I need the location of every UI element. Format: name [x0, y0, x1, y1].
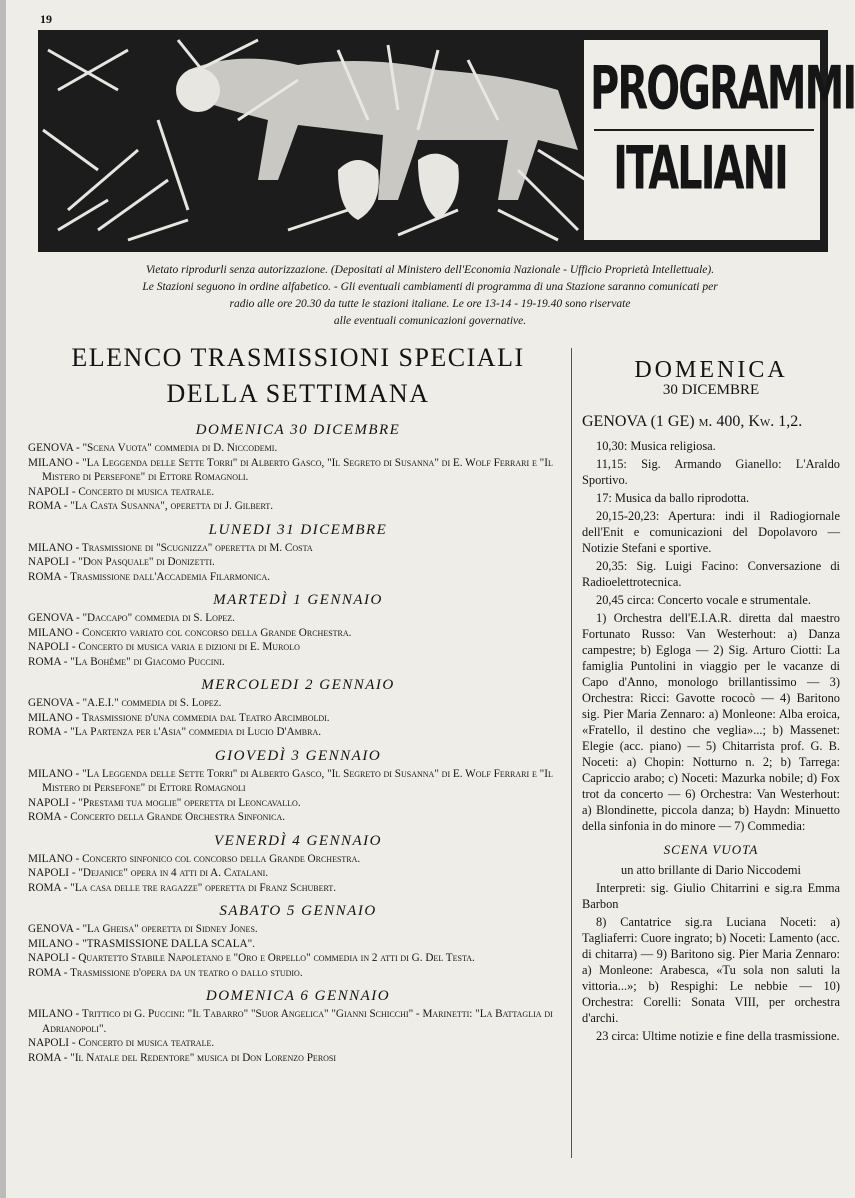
broadcast-entry: MILANO - "TRASMISSIONE DALLA SCALA". — [28, 937, 255, 950]
notice-line: Vietato riprodurli senza autorizzazione. (Depositati al Ministero dell'Economia Nazionale - Ufficio Proprietà Intellettuale). — [145, 264, 715, 276]
special-broadcasts-column — [28, 340, 568, 1071]
page-number: 19 — [40, 12, 52, 26]
broadcast-entry: NAPOLI - "Dejanice" opera in 4 atti di A. Catalani. — [28, 867, 269, 879]
broadcast-entry: ROMA - "La Casta Susanna", operetta di J. Gilbert. — [28, 500, 274, 512]
broadcast-entry: ROMA - "La Bohême" di Giacomo Puccini. — [28, 655, 225, 668]
station-heading: GENOVA (1 GE) m. 400, Kw. 1,2. — [582, 413, 803, 430]
day-block — [28, 592, 568, 669]
broadcast-entry: MILANO - Trasmissione di "Scugnizza" operetta di M. Costa — [28, 541, 313, 554]
program-item: 17: Musica da ballo riprodotta. — [596, 491, 750, 505]
copyright-notice — [60, 262, 800, 330]
column-divider — [571, 348, 572, 1158]
day-heading: MARTEDÌ 1 GENNAIO — [213, 592, 383, 608]
play-subtitle: un atto brillante di Dario Niccodemi — [621, 863, 801, 877]
masthead-title — [590, 54, 855, 204]
sunday-program-column — [582, 357, 840, 1046]
day-block — [28, 748, 568, 825]
program-item: 1) Orchestra dell'E.I.A.R. diretta dal maestro Fortunato Russo: Van Westerhout: a) Danza campestre; b) Egloga — 2) Sig. Arturo Ciotti: La famiglia Puntolini in viaggio per le vacanze di Capo d'Anno, monologo brillantissimo — 3) Orchestra: Ricci: Gavotte rococò — 4) Baritono sig. Pier Maria Zennaro: a) Monleone: Alba eroica, «Fratello, il destino che veglia»...; b) Massenet: Elegie (acc. piano) — 5) Chitarrista prof. G. B. Noceti: a) Chopin: Notturno n. 2; b) Tarrega: Capriccio arabo; c) Noceti: Mazurka nobile; d) Fox trot da concerto — 6) Orchestra: Van Westerhout: a) Blondinette, piccola danza; b) Haydn: Minuetto della sinfonia in do minore — 7) Commedia: — [582, 611, 840, 833]
broadcast-entry: GENOVA - "Scena Vuota" commedia di D. Niccodemi. — [28, 442, 278, 454]
day-block — [28, 833, 568, 896]
day-block — [28, 677, 568, 740]
days-list — [28, 422, 568, 1065]
broadcast-entry: MILANO - Trittico di G. Puccini: "Il Tabarro" "Suor Angelica" "Gianni Schicchi" - Marinetti: "La Battaglia di Adrianopoli". — [28, 1008, 553, 1035]
title-line1: ELENCO TRASMISSIONI SPECIALI — [71, 343, 525, 372]
play-title: SCENA VUOTA — [663, 842, 759, 857]
day-block — [28, 988, 568, 1065]
broadcast-entry: NAPOLI - "Prestami tua moglie" operetta di Leoncavallo. — [28, 796, 301, 809]
day-heading: VENERDÌ 4 GENNAIO — [214, 832, 382, 849]
day-heading: SABATO 5 GENNAIO — [219, 903, 377, 919]
day-heading: MERCOLEDI 2 GENNAIO — [201, 677, 395, 693]
broadcast-entry: MILANO - "La Leggenda delle Sette Torri" di Alberto Gasco, "Il Segreto di Susanna" di E. Wolf Ferrari e "Il Mistero di Persefone" di Ettore Romagnoli — [28, 767, 553, 794]
day-heading: LUNEDI 31 DICEMBRE — [208, 521, 388, 538]
broadcast-entry: GENOVA - "A.E.I." commedia di S. Lopez. — [28, 697, 222, 709]
broadcast-entry: ROMA - "La Partenza per l'Asia" commedia di Lucio D'Ambra. — [28, 726, 322, 738]
day-date: 30 DICEMBRE — [662, 382, 760, 398]
masthead-title-line1: PROGRAMMI — [590, 54, 855, 124]
masthead-title-line2: ITALIANI — [613, 134, 787, 204]
special-broadcasts-title — [28, 340, 568, 412]
broadcast-entry: ROMA - "Il Natale del Redentore" musica di Don Lorenzo Perosi — [28, 1051, 337, 1064]
broadcast-entry: GENOVA - "La Gheisa" operetta di Sidney Jones. — [28, 923, 258, 935]
day-heading: GIOVEDÌ 3 GENNAIO — [214, 747, 382, 764]
broadcast-entry: NAPOLI - "Don Pasquale" di Donizetti. — [28, 556, 215, 568]
program-item: 20,15-20,23: Apertura: indi il Radiogiornale dell'Enit e comunicazioni del Dopolavoro — Notizie Stefani e sportive. — [582, 509, 840, 555]
day-heading: DOMENICA 6 GENNAIO — [205, 988, 391, 1004]
day-block — [28, 422, 568, 514]
masthead-woodcut — [38, 30, 855, 252]
broadcast-entry: NAPOLI - Quartetto Stabile Napoletano e "Oro e Orpello" commedia in 2 atti di G. Del Testa. — [28, 952, 475, 964]
program-item: 23 circa: Ultime notizie e fine della trasmissione. — [596, 1029, 840, 1043]
notice-line: Le Stazioni seguono in ordine alfabetico. - Gli eventuali cambiamenti di programma di una Stazione saranno comunicati per — [142, 281, 718, 293]
broadcast-entry: MILANO - Concerto variato col concorso della Grande Orchestra. — [28, 626, 352, 639]
broadcast-entry: NAPOLI - Concerto di musica teatrale. — [28, 485, 215, 498]
broadcast-entry: MILANO - Concerto sinfonico col concorso della Grande Orchestra. — [28, 852, 361, 865]
broadcast-entry: MILANO - "La Leggenda delle Sette Torri" di Alberto Gasco, "Il Segreto di Susanna" di E. Wolf Ferrari e "Il Mistero di Persefone" di Ettore Romagnoli. — [28, 456, 553, 483]
program-item: Interpreti: sig. Giulio Chitarrini e sig.ra Emma Barbon — [582, 881, 840, 911]
broadcast-entry: ROMA - Trasmissione d'opera da un teatro o dallo studio. — [28, 966, 303, 979]
page-edge — [0, 0, 6, 1198]
program-list-continued — [582, 880, 840, 1044]
program-item: 8) Cantatrice sig.ra Luciana Noceti: a) Tagliaferri: Cuore ingrato; b) Noceti: Lamento (acc. di chitarra) — 9) Baritono sig. Pier Maria Zennaro: a) Monleone: Arabesca, «Tu sola non saluti la vittoria...»; b) Respighi: Le nebbie — 10) Orchestra: Corelli: Sonata VIII, per orchestra d'archi. — [582, 915, 840, 1025]
broadcast-entry: ROMA - Trasmissione dall'Accademia Filarmonica. — [28, 570, 271, 583]
day-title: DOMENICA — [634, 357, 788, 383]
broadcast-entry: NAPOLI - Concerto di musica teatrale. — [28, 1037, 215, 1049]
program-item: 10,30: Musica religiosa. — [596, 439, 716, 453]
broadcast-entry: GENOVA - "Daccapo" commedia di S. Lopez. — [28, 612, 235, 624]
broadcast-entry: ROMA - Concerto della Grande Orchestra Sinfonica. — [28, 811, 286, 823]
broadcast-entry: ROMA - "La casa delle tre ragazze" operetta di Franz Schubert. — [28, 881, 337, 894]
day-heading: DOMENICA 30 DICEMBRE — [195, 422, 401, 438]
notice-line: alle eventuali comunicazioni governative. — [333, 315, 527, 327]
notice-line: radio alle ore 20.30 da tutte le stazioni italiane. Le ore 13-14 - 19-19.40 sono riservate — [229, 298, 631, 310]
title-line2: DELLA SETTIMANA — [166, 379, 430, 408]
broadcast-entry: NAPOLI - Concerto di musica varia e dizioni di E. Murolo — [28, 641, 300, 653]
day-block — [28, 522, 568, 585]
program-item: 11,15: Sig. Armando Gianello: L'Araldo Sportivo. — [582, 457, 840, 487]
program-item: 20,45 circa: Concerto vocale e strumentale. — [596, 593, 812, 607]
day-block — [28, 903, 568, 980]
broadcast-entry: MILANO - Trasmissione d'una commedia dal Teatro Arcimboldi. — [28, 711, 330, 724]
program-list — [582, 438, 840, 834]
program-item: 20,35: Sig. Luigi Facino: Conversazione di Radioelettrotecnica. — [582, 559, 840, 589]
